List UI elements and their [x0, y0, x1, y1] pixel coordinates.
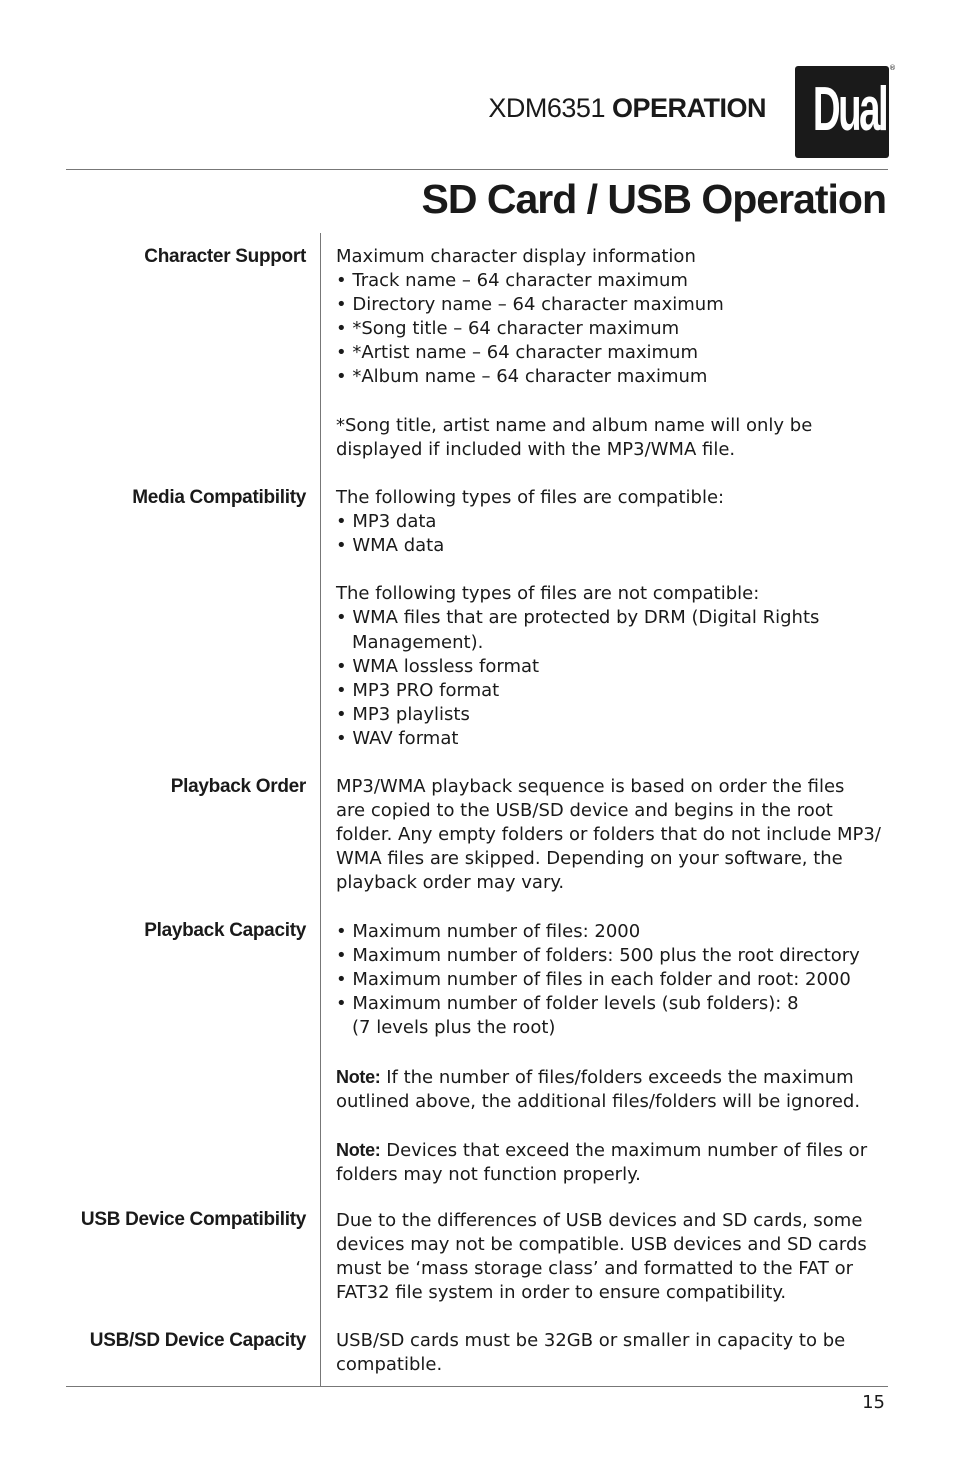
label-usb-sd-device-capacity: USB/SD Device Capacity: [89, 1330, 306, 1351]
list-item: • Maximum number of files: 2000: [336, 921, 641, 942]
text-line: The following types of files are compatible:: [336, 487, 725, 508]
label-playback-capacity: Playback Capacity: [144, 920, 306, 941]
text-line: playback order may vary.: [336, 872, 565, 894]
list-item: • WMA files that are protected by DRM (Digital Rights: [336, 607, 820, 629]
text-line: Maximum character display information: [336, 246, 696, 267]
text-line: must be ‘mass storage class’ and formatted to the FAT or: [336, 1258, 854, 1280]
footnote-line: *Song title, artist name and album name will only be: [336, 414, 813, 436]
list-item: • MP3 data: [336, 511, 437, 533]
operation-label: OPERATION: [611, 93, 766, 123]
section-playback-capacity: [336, 920, 892, 1187]
list-item: • WAV format: [336, 727, 459, 749]
list-item: • WMA lossless format: [336, 655, 540, 677]
list-item: • MP3 playlists: [336, 703, 470, 725]
section-character-support: [336, 245, 892, 462]
section-media-compatibility: [336, 486, 892, 751]
note-text: Devices that exceed the maximum number of files or: [380, 1139, 868, 1161]
text-line: are copied to the USB/SD device and begins in the root: [336, 800, 833, 822]
text-line: WMA files are skipped. Depending on your software, the: [336, 848, 843, 870]
text-line: MP3/WMA playback sequence is based on order the files: [336, 776, 845, 797]
list-item-continued: (7 levels plus the root): [352, 1017, 556, 1039]
page-title: SD Card / USB Operation: [421, 176, 886, 222]
label-media-compatibility: Media Compatibility: [132, 487, 306, 508]
text-line: folder. Any empty folders or folders that do not include MP3/: [336, 824, 881, 846]
note-label: Note:: [336, 1139, 381, 1160]
list-item: • *Artist name – 64 character maximum: [336, 342, 698, 364]
text-line: USB/SD cards must be 32GB or smaller in capacity to be: [336, 1330, 846, 1351]
list-item: • MP3 PRO format: [336, 679, 500, 701]
note-line: [336, 1065, 892, 1090]
label-usb-device-compatibility: USB Device Compatibility: [80, 1209, 306, 1230]
registered-mark: ®: [889, 64, 896, 72]
note-text: If the number of files/folders exceeds the maximum: [380, 1066, 854, 1088]
label-character-support: Character Support: [144, 246, 306, 267]
header-model-title: [488, 93, 766, 124]
note-label: Note:: [336, 1066, 381, 1087]
page-number: 15: [862, 1392, 885, 1413]
logo-text: Dual: [812, 75, 887, 144]
note-line: [336, 1138, 892, 1163]
note-line: outlined above, the additional files/folders will be ignored.: [336, 1090, 861, 1112]
text-line: Due to the differences of USB devices and SD cards, some: [336, 1210, 863, 1231]
text-line: The following types of files are not compatible:: [336, 583, 760, 605]
section-usb-device-compatibility: [336, 1209, 892, 1305]
list-item: • *Song title – 64 character maximum: [336, 318, 680, 340]
note-line: folders may not function properly.: [336, 1163, 641, 1185]
list-item: • Maximum number of files in each folder and root: 2000: [336, 969, 851, 991]
section-usb-sd-device-capacity: [336, 1329, 892, 1377]
list-item: • Track name – 64 character maximum: [336, 270, 688, 292]
list-item: • *Album name – 64 character maximum: [336, 366, 708, 388]
section-playback-order: [336, 775, 892, 895]
list-item: • Maximum number of folder levels (sub folders): 8: [336, 993, 799, 1015]
text-line: devices may not be compatible. USB devices and SD cards: [336, 1234, 867, 1256]
list-item-continued: Management).: [352, 631, 484, 653]
footnote-line: displayed if included with the MP3/WMA file.: [336, 438, 736, 460]
list-item: • WMA data: [336, 535, 445, 557]
footer-divider: [66, 1386, 888, 1387]
text-line: compatible.: [336, 1354, 443, 1376]
dual-logo: [795, 66, 889, 158]
label-playback-order: Playback Order: [170, 776, 306, 797]
list-item: • Directory name – 64 character maximum: [336, 294, 724, 316]
model-number: XDM6351: [488, 93, 605, 123]
header-divider: [66, 169, 888, 170]
list-item: • Maximum number of folders: 500 plus the root directory: [336, 945, 860, 967]
text-line: FAT32 file system in order to ensure compatibility.: [336, 1282, 787, 1304]
column-divider: [320, 233, 321, 1387]
